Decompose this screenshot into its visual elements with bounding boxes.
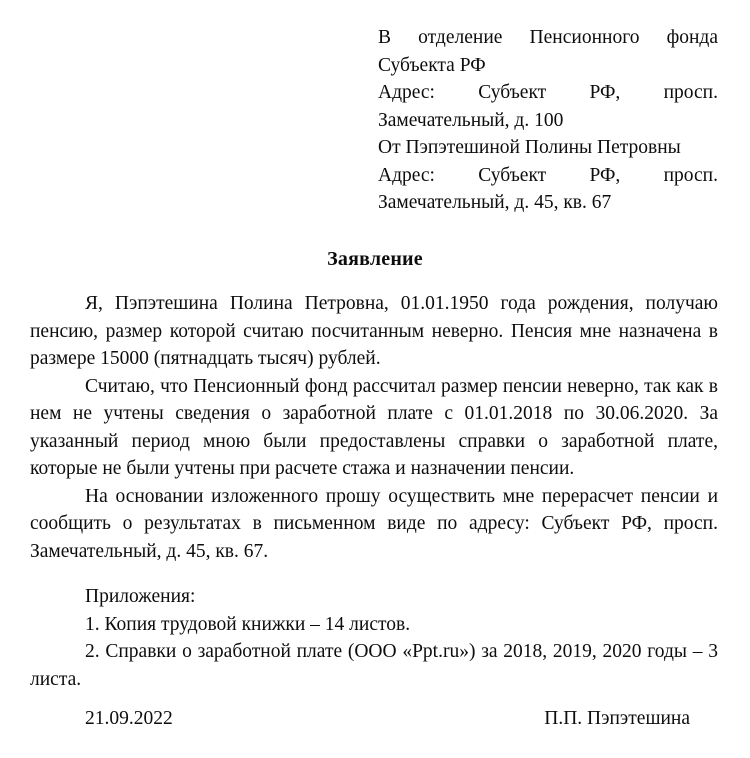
document-body — [30, 290, 718, 565]
header-line-applicant-address-1: Адрес: Субъект РФ, просп. — [378, 164, 718, 186]
body-paragraph-2: Считаю, что Пенсионный фонд рассчитал размер пенсии неверно, так как в нем не учтены сведения о заработной плате с 01.01.2018 по 30.06.2020. За указанный период мною были предоставлены справки о заработной плате, которые не были учтены при расчете стажа и назначении пенсии. — [30, 375, 718, 479]
header-line-addressee-org-1: В отделение Пенсионного фонда — [378, 27, 718, 48]
header-line-addressee-org-2: Субъекта РФ — [378, 54, 486, 76]
attachments-item-2: 2. Справки о заработной плате (ООО «Ppt.ru») за 2018, 2019, 2020 годы – 3 листа. — [30, 641, 718, 690]
body-paragraph-3: На основании изложенного прошу осуществить мне перерасчет пенсии и сообщить о результатах в письменном виде по адресу: Субъект РФ, просп. Замечательный, д. 45, кв. 67. — [30, 485, 718, 562]
header-line-applicant-name: От Пэпэтешиной Полины Петровны — [378, 137, 681, 158]
document-title: Заявление — [327, 248, 423, 270]
header-line-addressee-address-2: Замечательный, д. 100 — [378, 109, 564, 131]
body-paragraph-1: Я, Пэпэтешина Полина Петровна, 01.01.1950 года рождения, получаю пенсию, размер которой считаю посчитанным неверно. Пенсия мне назначена в размере 15000 (пятнадцать тысяч) рублей. — [30, 293, 718, 369]
footer-date: 21.09.2022 — [85, 708, 173, 729]
footer-signature: П.П. Пэпэтешина — [544, 708, 690, 729]
document-header-block — [378, 24, 718, 217]
attachments-section — [30, 583, 718, 693]
document-footer — [30, 705, 718, 733]
attachments-heading: Приложения: — [85, 586, 196, 607]
header-line-addressee-address-1: Адрес: Субъект РФ, просп. — [378, 82, 718, 103]
header-line-applicant-address-2: Замечательный, д. 45, кв. 67 — [378, 192, 612, 213]
attachments-item-1: 1. Копия трудовой книжки – 14 листов. — [85, 613, 411, 635]
